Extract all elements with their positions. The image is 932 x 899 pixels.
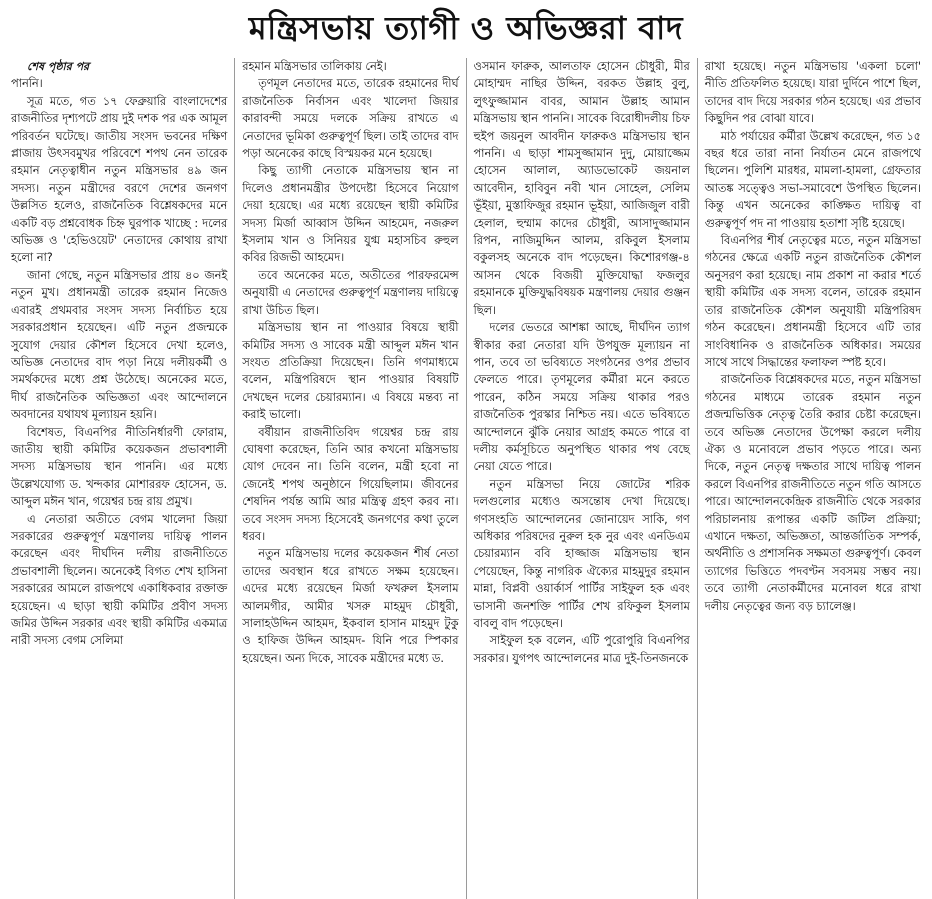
paragraph: মন্ত্রিসভায় স্থান না পাওয়ার বিষয়ে স্থায়ী কমিটির সদস্য ও সাবেক মন্ত্রী আব্দুল মঈন খান সংযত প্রতিক্রিয়া দিয়েছেন। তিনি গণমাধ্যমে বলেন, মন্ত্রিপরিষদে স্থান পাওয়ার বিষয়টি দেখছেন দলের চেয়ারম্যান। এ বিষয়ে মন্তব্য না করাই ভালো। xyxy=(242,321,459,422)
article-column-4 xyxy=(698,58,928,899)
paragraph: তৃণমূল নেতাদের মতে, তারেক রহমানের দীর্ঘ রাজনৈতিক নির্বাসন এবং খালেদা জিয়ার কারাবন্দী সময়ে দলকে সক্রিয় রাখতে এ নেতাদের ভূমিকা গুরুত্বপূর্ণ ছিল। তাই তাদের বাদ পড়া অনেকের কাছে বিস্ময়কর মনে হয়েছে। xyxy=(242,77,459,161)
paragraph: পাননি। xyxy=(11,77,43,91)
paragraph: ওসমান ফারুক, আলতাফ হোসেন চৌধুরী, মীর মোহাম্মদ নাছির উদ্দিন, বরকত উল্লাহ বুলু, লুৎফুজ্জামান বাবর, আমান উল্লাহ আমান মন্ত্রিসভায় স্থান পাননি। সাবেক বিরোধীদলীয় চিফ হুইপ জয়নুল আবদীন ফারুকও মন্ত্রিসভায় স্থান পাননি। এ ছাড়া শামসুজ্জামান দুদু, মোয়াজ্জেম হোসেন আলাল, অ্যাডভোকেট জয়নাল আবেদীন, হাবিবুন নবী খান সোহেল, সেলিম ভূঁইয়া, মুস্তাফিজুর রহমান ভূইয়া, আজিজুল বারী হেলাল, হুম্মাম কাদের চৌধুরী, আসাদুজ্জামান রিপন, নাজিমুদ্দিন আলম, রকিবুল ইসলাম বকুলসহ অনেকে বাদ পড়েছেন। কিশোরগঞ্জ-৪ আসন থেকে বিজয়ী মুক্তিযোদ্ধা ফজলুর রহমানকে মুক্তিযুদ্ধবিষয়ক মন্ত্রণালয় দেয়ার গুঞ্জন ছিল। xyxy=(473,60,690,317)
paragraph: নতুন মন্ত্রিসভা নিয়ে জোটের শরিক দলগুলোর মধ্যেও অসন্তোষ দেখা দিয়েছে। গণসংহতি আন্দোলনের জোনায়েদ সাকি, গণ অধিকার পরিষদের নুরুল হক নুর এবং এনডিএম চেয়ারম্যান ববি হাজ্জাজ মন্ত্রিসভায় স্থান পেয়েছেন, কিন্তু নাগরিক ঐক্যের মাহমুদুর রহমান মান্না, বিপ্লবী ওয়ার্কার্স পার্টির সাইফুল হক এবং ভাসানী জনশক্তি পার্টির শেখ রফিকুল ইসলাম বাবলু বাদ পড়েছেন। xyxy=(473,477,690,630)
headline: মন্ত্রিসভায় ত্যাগী ও অভিজ্ঞরা বাদ xyxy=(248,9,684,47)
paragraph: জানা গেছে, নতুন মন্ত্রিসভার প্রায় ৪০ জনই নতুন মুখ। প্রধানমন্ত্রী তারেক রহমান নিজেও এবারই প্রথমবার সংসদ সদস্য নির্বাচিত হয়ে সরকারপ্রধান হয়েছেন। এটি নতুন প্রজন্মকে সুযোগ দেয়ার কৌশল হিসেবে দেখা হলেও, অভিজ্ঞ নেতাদের বাদ পড়া নিয়ে দলীয়কর্মী ও সমর্থকদের মধ্যে প্রশ্ন উঠেছে। অনেকের মতে, দীর্ঘ রাজনৈতিক অভিজ্ঞতা এবং আন্দোলনে অবদানের যথাযথ মূল্যায়ন হয়নি। xyxy=(11,268,228,422)
paragraph: বিশেষত, বিএনপির নীতিনির্ধারণী ফোরাম, জাতীয় স্থায়ী কমিটির কয়েকজন প্রভাবশালী সদস্য মন্ত্রিসভায় স্থান পাননি। এর মধ্যে উল্লেখযোগ্য ড. খন্দকার মোশাররফ হোসেন, ড. আব্দুল মঈন খান, গয়েশ্বর চন্দ্র রায় প্রমুখ। xyxy=(11,425,228,509)
paragraph: এ নেতারা অতীতে বেগম খালেদা জিয়া সরকারের গুরুত্বপূর্ণ মন্ত্রণালয় দায়িত্ব পালন করেছেন এবং দীর্ঘদিন দলীয় রাজনীতিতে প্রভাবশালী ছিলেন। অনেকেই বিগত শেখ হাসিনা সরকারের আমলে রাজপথে একাধিকবার রক্তাক্ত হয়েছেন। এ ছাড়া স্থায়ী কমিটির প্রবীণ সদস্য জমির উদ্দিন সরকার এবং স্থায়ী কমিটির একমাত্র নারী সদস্য বেগম সেলিমা xyxy=(11,512,228,648)
paragraph: দলের ভেতরে আশঙ্কা আছে, দীর্ঘদিন ত্যাগ স্বীকার করা নেতারা যদি উপযুক্ত মূল্যায়ন না পান, তবে তা ভবিষ্যতে সংগঠনের ওপর প্রভাব ফেলতে পারে। তৃণমূলের কর্মীরা মনে করতে পারেন, কঠিন সময়ে সক্রিয় থাকার পরও রাজনৈতিক পুরস্কার নিশ্চিত নয়। এতে ভবিষ্যতে আন্দোলনে ঝুঁকি নেয়ার আগ্রহ কমতে পারে বা দলীয় কর্মসূচিতে অনুপস্থিত থাকার পথ বেছে নেয়া যেতে পারে। xyxy=(473,321,690,474)
paragraph: সূত্র মতে, গত ১৭ ফেব্রুয়ারি বাংলাদেশের রাজনীতির দৃশ্যপটে প্রায় দুই দশক পর এক আমূল পরিবর্তন ঘটেছে। জাতীয় সংসদ ভবনের দক্ষিণ প্লাজায় উৎসবমুখর পরিবেশে শপথ নেন তারেক রহমান নেতৃত্বাধীন নতুন মন্ত্রিসভার ৪৯ জন সদস্য। নতুন মন্ত্রীদের বরণে দেশের জনগণ উল্লসিত হলেও, রাজনৈতিক বিশ্লেষকদের মনে একটি বড় প্রশ্নবোধক চিহ্ন ঘুরপাক খাচ্ছে : দলের অভিজ্ঞ ও 'হেভিওয়েট' নেতাদের কোথায় রাখা হলো না? xyxy=(11,94,228,265)
article-column-2 xyxy=(235,58,466,899)
paragraph: কিছু ত্যাগী নেতাকে মন্ত্রিসভায় স্থান না দিলেও প্রধানমন্ত্রীর উপদেষ্টা হিসেবে নিয়োগ দেয়া হয়েছে। এর মধ্যে রয়েছেন স্থায়ী কমিটির সদস্য মির্জা আব্বাস উদ্দিন আহমেদ, নজরুল ইসলাম খান ও সিনিয়র যুগ্ম মহাসচিব রুহুল কবির রিজভী আহমেদ। xyxy=(242,164,459,265)
paragraph: রাজনৈতিক বিশ্লেষকদের মতে, নতুন মন্ত্রিসভা গঠনের মাধ্যমে তারেক রহমান নতুন প্রজন্মভিত্তিক নেতৃত্ব তৈরি করার চেষ্টা করেছেন। তবে অভিজ্ঞ নেতাদের উপেক্ষা করলে দলীয় ঐক্য ও মনোবলে প্রভাব পড়তে পারে। অন্য দিকে, নতুন নেতৃত্ব দক্ষতার সাথে দায়িত্ব পালন করলে বিএনপির রাজনীতিতে নতুন গতি আসতে পারে। আন্দোলনকেন্দ্রিক রাজনীতি থেকে সরকার পরিচালনায় রূপান্তর একটি জটিল প্রক্রিয়া; এখানে দক্ষতা, অভিজ্ঞতা, আন্তর্জাতিক সম্পর্ক, অর্থনীতি ও প্রশাসনিক সক্ষমতা গুরুত্বপূর্ণ। কেবল ত্যাগের ভিত্তিতে পদবণ্টন সবসময় সম্ভব নয়। তবে ত্যাগী নেতাকর্মীদের মনোবল ধরে রাখা দলীয় নেতৃত্বের জন্য বড় চ্যালেঞ্জ। xyxy=(704,373,921,613)
paragraph: বিএনপির শীর্ষ নেতৃত্বের মতে, নতুন মন্ত্রিসভা গঠনের ক্ষেত্রে একটি নতুন রাজনৈতিক কৌশল অনুসরণ করা হয়েছে। নাম প্রকাশ না করার শর্তে স্থায়ী কমিটির এক সদস্য বলেন, তারেক রহমান তার রাজনৈতিক কৌশল অনুযায়ী মন্ত্রিপরিষদ গঠন করেছেন। প্রধানমন্ত্রী হিসেবে এটি তার সাংবিধানিক ও রাজনৈতিক অধিকার। সময়ের সাথে সাথে সিদ্ধান্তের ফলাফল স্পষ্ট হবে। xyxy=(704,234,921,369)
paragraph: মাঠ পর্যায়ের কর্মীরা উল্লেখ করেছেন, গত ১৫ বছর ধরে তারা নানা নির্যাতন মেনে রাজপথে ছিলেন। পুলিশি মারধর, মামলা-হামলা, গ্রেফতার আতঙ্ক সত্ত্বেও সভা-সমাবেশে উপস্থিত ছিলেন। কিন্তু এখন অনেকের কাঙ্ক্ষিত দায়িত্ব বা গুরুত্বপূর্ণ পদ না পাওয়ায় হতাশা সৃষ্টি হয়েছে। xyxy=(704,129,921,230)
article-body xyxy=(4,58,928,899)
paragraph: নতুন মন্ত্রিসভায় দলের কয়েকজন শীর্ষ নেতা তাদের অবস্থান ধরে রাখতে সক্ষম হয়েছেন। এদের মধ্যে রয়েছেন মির্জা ফখরুল ইসলাম আলমগীর, আমীর খসরু মাহমুদ চৌধুরী, সালাহউদ্দিন আহমদ, ইকবাল হাসান মাহমুদ টুকু ও হাফিজ উদ্দিন আহমদ- যিনি পরে স্পিকার হয়েছেন। অন্য দিকে, সাবেক মন্ত্রীদের মধ্যে ড. xyxy=(242,547,459,665)
article-column-1 xyxy=(4,58,235,899)
paragraph: বর্ষীয়ান রাজনীতিবিদ গয়েশ্বর চন্দ্র রায় ঘোষণা করেছেন, তিনি আর কখনো মন্ত্রিসভায় যোগ দেবেন না। তিনি বলেন, মন্ত্রী হবো না জেনেই শপথ অনুষ্ঠানে গিয়েছিলাম। জীবনের শেষদিন পর্যন্ত আমি আর মন্ত্রিত্ব গ্রহণ করব না। তবে সংসদ সদস্য হিসেবেই জনগণের কথা তুলে ধরব। xyxy=(242,425,459,543)
paragraph: তবে অনেকের মতে, অতীতের পারফরমেন্স অনুযায়ী এ নেতাদের গুরুত্বপূর্ণ মন্ত্রণালয় দায়িত্বে রাখা উচিত ছিল। xyxy=(242,268,459,317)
paragraph: রহমান মন্ত্রিসভার তালিকায় নেই। xyxy=(242,60,387,73)
paragraph: রাখা হয়েছে। নতুন মন্ত্রিসভায় 'একলা চলো' নীতি প্রতিফলিত হয়েছে। যারা দুর্দিনে পাশে ছিল, তাদের বাদ দিয়ে সরকার গঠন হয়েছে। এর প্রভাব কিছুদিন পর বোঝা যাবে। xyxy=(704,60,921,126)
continuation-kicker: শেষ পৃষ্ঠার পর xyxy=(27,60,90,73)
paragraph: সাইফুল হক বলেন, এটি পুরোপুরি বিএনপির সরকার। যুগপৎ আন্দোলনের মাত্র দুই-তিনজনকে xyxy=(473,634,690,665)
article-column-3 xyxy=(467,58,698,899)
